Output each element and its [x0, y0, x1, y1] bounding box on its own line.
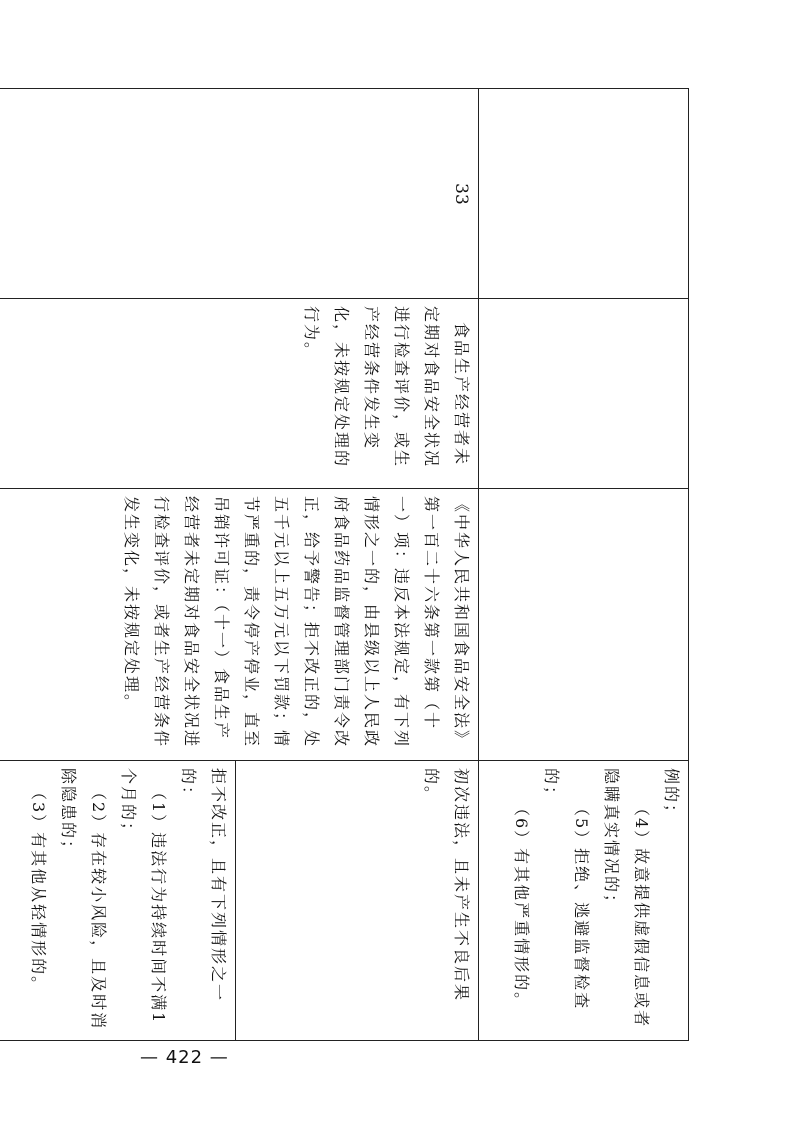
prev-row-behavior-cell	[479, 299, 689, 489]
row-number-cell	[0, 89, 479, 299]
page-number: — 422 —	[140, 1047, 229, 1068]
tier-1-circumstance: 初次违法，且未产生不良后果的。	[422, 768, 471, 1003]
legal-basis-text: 《中华人民共和国食品安全法》第一百二十六条第一款第（十一）项：违反本法规定，有下列情形之一的，由县级以上人民政府食品药品监督管理部门责令改正，给予警告；拒不改正的，处五千元以上五万元以下罚款；情节严重的，责令停产停业，直至吊销许可证：（十一）食品生产经营者未定期对食品安全状况进行检查评价，或者生产经营条件发生变化，未按规定处理。	[122, 496, 471, 749]
penalty-discretion-table	[0, 88, 689, 1041]
row-number: 33	[451, 183, 471, 205]
table-row-33-tier-1	[236, 89, 479, 1041]
tier-2-circumstance-line: （1）违法行为持续时间不满1个月的；	[119, 768, 168, 1025]
tier-2-circumstance-line: 拒不改正，且有下列情形之一的：	[179, 768, 228, 1003]
tier-2-circumstance-line: （3）有其他从轻情形的。	[29, 784, 48, 995]
prev-circumstance-line: （6）有其他严重情形的。	[512, 800, 531, 1011]
prev-row-basis-cell	[479, 489, 689, 761]
tier-1-circumstance-cell	[236, 761, 479, 1041]
violation-behavior-cell	[0, 299, 479, 489]
prev-row-circumstances-cell	[479, 761, 689, 1041]
legal-basis-cell	[0, 489, 479, 761]
penalty-discretion-table-rotated	[29, 88, 689, 1040]
prev-circumstance-line: 例的；	[662, 768, 681, 823]
tier-2-circumstance-line: （2）存在较小风险，且及时消除隐患的；	[59, 768, 108, 1031]
prev-row-number-cell	[479, 89, 689, 299]
prev-circumstance-line: （5）拒绝、逃避监督检查的；	[542, 768, 591, 1011]
prev-circumstance-line: （4）故意提供虚假信息或者隐瞒真实情况的；	[602, 768, 651, 1029]
table-row-previous	[479, 89, 689, 1041]
tier-2-circumstance-cell	[0, 761, 236, 1041]
violation-behavior-text: 食品生产经营者未定期对食品安全状况进行检查评价，或生产经营条件发生变化，未按规定处理的行为。	[302, 306, 471, 469]
